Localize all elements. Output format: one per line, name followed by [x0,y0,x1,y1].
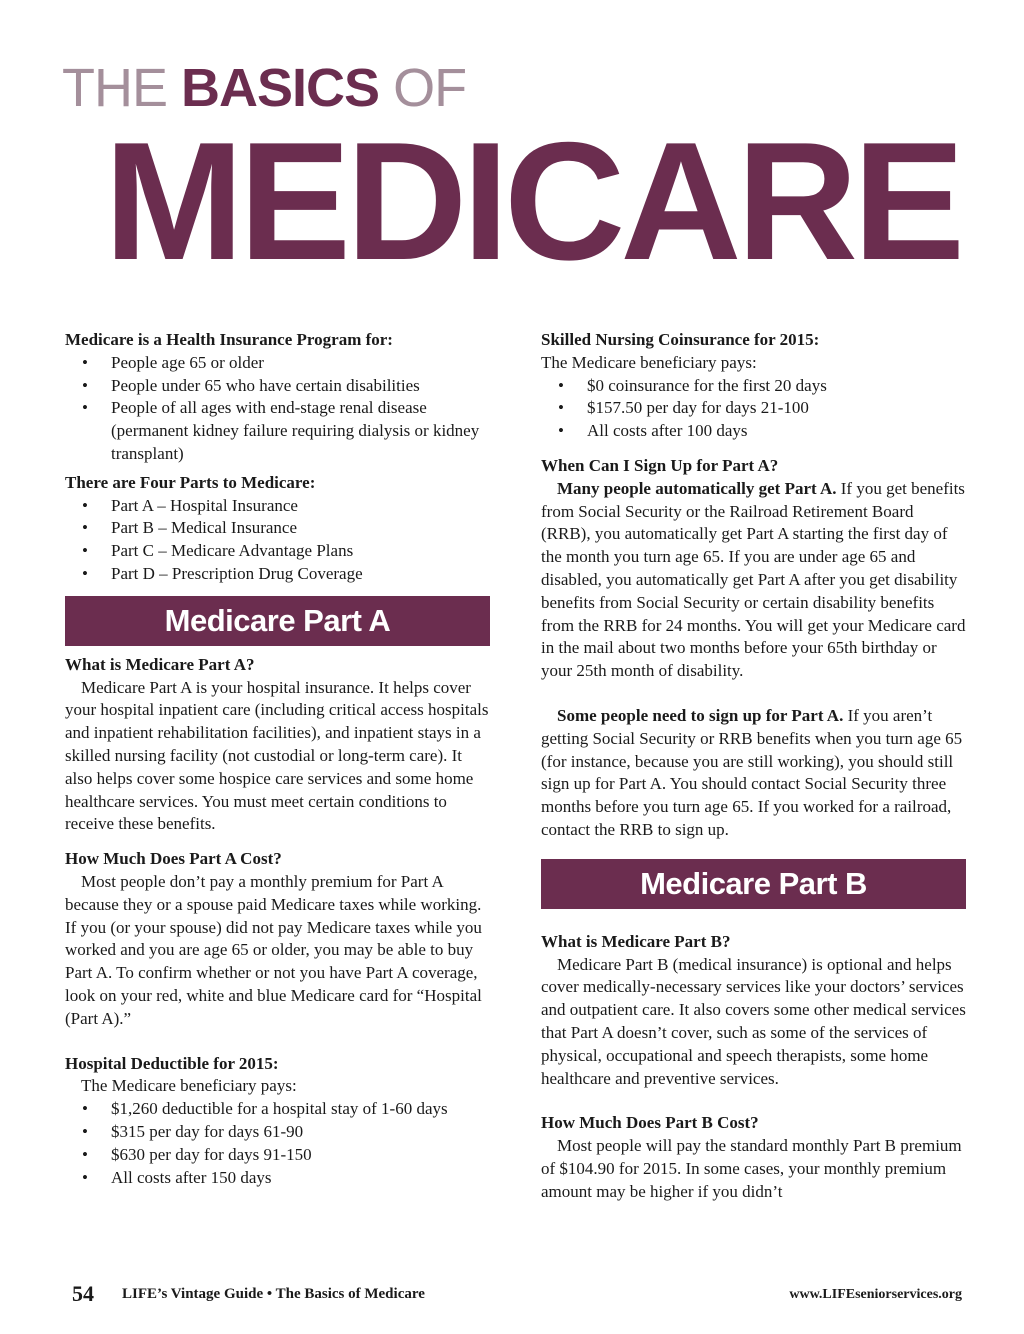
parts-list [65,495,490,586]
deductible-list [65,1098,490,1189]
website-link[interactable]: www.LIFEseniorservices.org [789,1287,962,1302]
signup-auto-paragraph [541,478,966,683]
list-item: • People under 65 who have certain disabilities [65,375,490,398]
signup-auto-lead: Many people automatically get Part A. [557,478,837,498]
list-item: • $1,260 deductible for a hospital stay of 1-60 days [65,1098,490,1121]
list-item: • Part B – Medical Insurance [65,517,490,540]
signup-auto-text: If you get benefits from Social Security or the Railroad Retirement Board (RRB), you automatically get Part A starting the first day of the month you turn age 65. If you are under age 65 and disabled, you automatically get Part A after you get disability benefits from Social Security or certain disability benefits from the RRB for 24 months. You will get your Medicare card in the mail about two months before your 65th birthday or your 25th month of disability. [541,478,966,681]
publication-name: LIFE’s Vintage Guide • The Basics of Medicare [122,1286,425,1302]
skilled-intro: The Medicare beneficiary pays: [541,352,757,372]
deductible-intro: The Medicare beneficiary pays: [81,1076,297,1096]
list-item: • Part A – Hospital Insurance [65,495,490,518]
page-footer [72,1281,962,1311]
title-basics: BASICS [181,58,380,118]
list-item: • People of all ages with end-stage renal disease (permanent kidney failure requiring dialysis or kidney transplant) [65,397,490,465]
skilled-list [541,375,966,443]
deductible-heading: Hospital Deductible for 2015: [65,1053,279,1073]
list-item: • People age 65 or older [65,352,490,375]
part-a-cost-text: Most people don’t pay a monthly premium for Part A because they or a spouse paid Medicare taxes while working. If you (or your spouse) did not pay Medicare taxes while you worked and you are age 65 or older, you may be able to buy Part A. To confirm whether or not you have Part A coverage, look on your red, white and blue Medicare card for “Hospital (Part A).” [65,871,482,1028]
part-b-cost-text: Most people will pay the standard monthly Part B premium of $104.90 for 2015. In some cases, your monthly premium amount may be higher if you didn’t [541,1136,962,1201]
list-item: • $0 coinsurance for the first 20 days [541,375,966,398]
part-b-what-text: Medicare Part B (medical insurance) is optional and helps cover medically-necessary services like your doctors’ services and outpatient care. It also covers some other medical services that Part A doesn’t cover, such as some of the services of physical, occupational and speech therapists, some home healthcare and preventive services. [541,954,966,1088]
parts-heading: There are Four Parts to Medicare: [65,472,316,492]
part-b-cost-heading: How Much Does Part B Cost? [541,1113,759,1133]
part-a-cost-heading: How Much Does Part A Cost? [65,849,282,869]
intro-heading: Medicare is a Health Insurance Program for: [65,330,393,349]
list-item: • All costs after 150 days [65,1167,490,1190]
part-b-what-heading: What is Medicare Part B? [541,931,731,951]
page-title: MEDICARE [104,107,961,295]
signup-some-lead: Some people need to sign up for Part A. [557,705,844,725]
signup-some-paragraph [541,705,966,842]
left-column [65,329,490,1189]
page-number: 54 [72,1281,94,1306]
signup-heading: When Can I Sign Up for Part A? [541,455,779,475]
right-column [541,329,966,1204]
list-item: • $157.50 per day for days 21-100 [541,397,966,420]
part-a-what-text: Medicare Part A is your hospital insurance. It helps cover your hospital inpatient care (including critical access hospitals and inpatient rehabilitation facilities), and inpatient stays in a skilled nursing facility (not custodial or long-term care). It also helps cover some hospice care services and some home healthcare services. You must meet certain conditions to receive these benefits. [65,677,489,834]
list-item: • Part D – Prescription Drug Coverage [65,563,490,586]
part-a-banner: Medicare Part A [65,596,490,646]
signup-some-text: If you aren’t getting Social Security or RRB benefits when you turn age 65 (for instance, because you are still working), you should still sign up for Part A. You should contact Social Security three months before you turn age 65. If you worked for a railroad, contact the RRB to sign up. [541,705,963,839]
title-of: OF [393,58,467,118]
list-item: • $630 per day for days 91-150 [65,1144,490,1167]
title-the: THE [62,58,167,118]
part-b-banner: Medicare Part B [541,859,966,909]
list-item: • $315 per day for days 61-90 [65,1121,490,1144]
list-item: • Part C – Medicare Advantage Plans [65,540,490,563]
part-a-what-heading: What is Medicare Part A? [65,654,255,674]
skilled-heading: Skilled Nursing Coinsurance for 2015: [541,330,820,349]
list-item: • All costs after 100 days [541,420,966,443]
intro-list [65,352,490,466]
